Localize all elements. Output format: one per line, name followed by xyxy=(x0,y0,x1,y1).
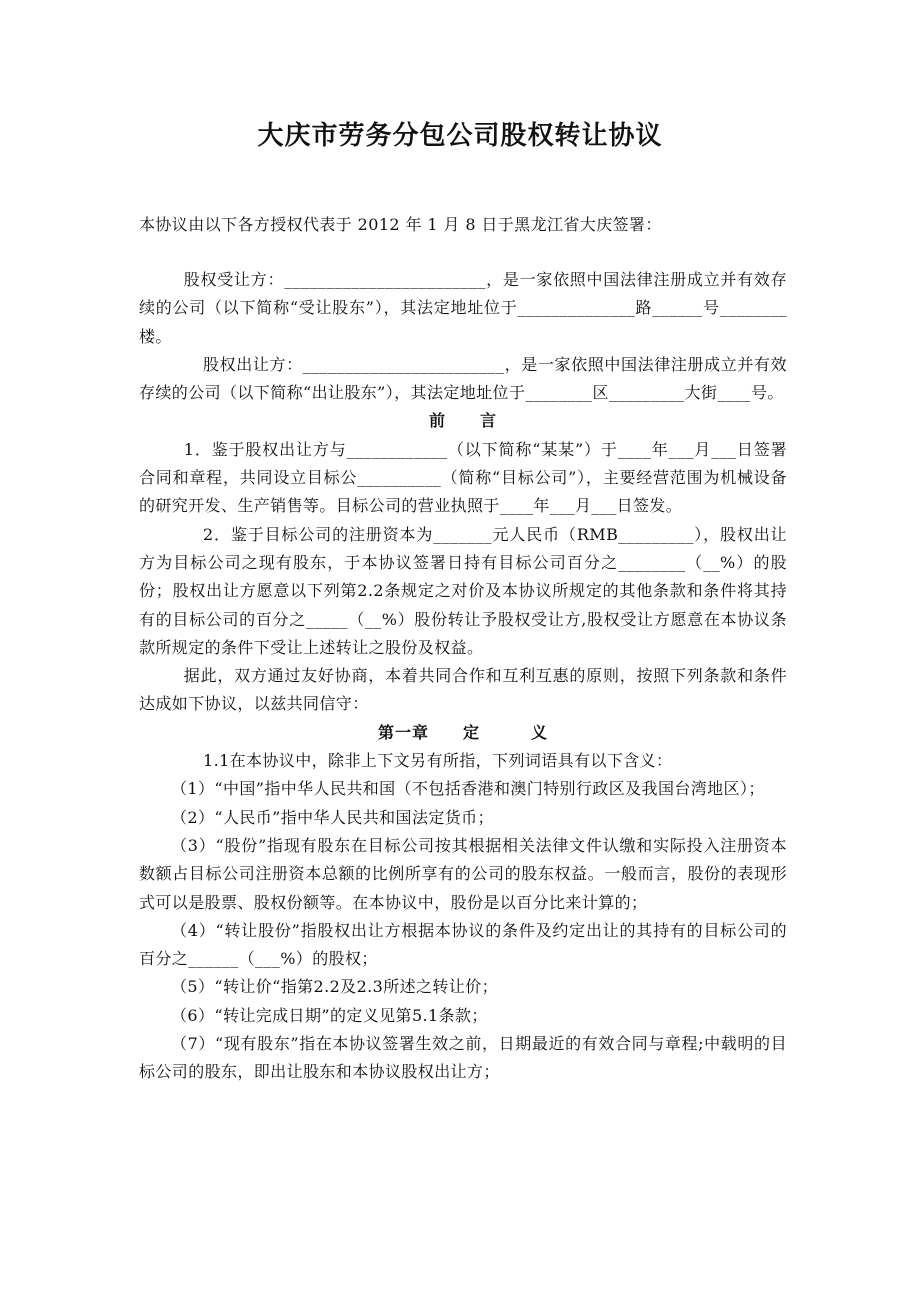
definition-4-paragraph: （4）“转让股份”指股权出让方根据本协议的条件及约定出让的其持有的目标公司的百分之______（___%）的股权； xyxy=(139,920,787,969)
main-text-block xyxy=(139,266,787,1087)
preface-heading: 前 言 xyxy=(428,411,497,431)
recital-2-paragraph: 2．鉴于目标公司的注册资本为_______元人民币（RMB_________），股权出让方为目标公司之现有股东，于本协议签署日持有目标公司百分之________（__%）的股份；股权出让方愿意以下列第2.2条规定之对价及本协议所规定的其他条款和条件将其持有的目标公司的百分之_____（__%）股份转让予股权受让方,股权受让方愿意在本协议条款所规定的条件下受让上述转让之股份及权益。 xyxy=(139,524,787,657)
document-title: 大庆市劳务分包公司股权转让协议 xyxy=(257,121,663,151)
transferee-paragraph: 股权受让方：________________________，是一家依照中国法律注册成立并有效存续的公司（以下简称“受让股东”），其法定地址位于______________路______号________楼。 xyxy=(139,270,787,346)
definition-2-paragraph: （2）“人民币”指中华人民共和国法定货币； xyxy=(171,807,494,827)
definition-3-paragraph: （3）“股份”指现有股东在目标公司按其根据相关法律文件认缴和实际投入注册资本数额占目标公司注册资本总额的比例所享有的公司的股东权益。一般而言，股份的表现形式可以是股票、股权份额等。在本协议中，股份是以百分比来计算的； xyxy=(139,835,787,912)
intro-paragraph: 本协议由以下各方授权代表于 2012 年 1 月 8 日于黑龙江省大庆签署： xyxy=(139,215,662,234)
intro-block xyxy=(139,211,787,239)
definition-5-paragraph: （5）“转让价“指第2.2及2.3所述之转让价； xyxy=(171,977,499,997)
definition-6-paragraph: （6）“转让完成日期”的定义见第5.1条款； xyxy=(171,1005,488,1025)
recital-1-paragraph: 1．鉴于股权出让方与____________（以下简称“某某”）于____年___月___日签署合同和章程，共同设立目标公__________（简称“目标公司”），主要经营范围为机械设备的研究开发、生产销售等。目标公司的营业执照于____年___月___日签发。 xyxy=(139,439,787,516)
clause-1-1-paragraph: 1.1在本协议中，除非上下文另有所指，下列词语具有以下含义： xyxy=(203,751,673,771)
accordingly-paragraph: 据此，双方通过友好协商，本着共同合作和互利互惠的原则，按照下列条款和条件达成如下协议，以兹共同信守： xyxy=(139,666,787,714)
transferor-paragraph: 股权出让方：________________________，是一家依照中国法律注册成立并有效存续的公司（以下简称“出让股东”），其法定地址位于________区_________大街____号。 xyxy=(139,354,787,403)
definition-1-paragraph: （1）“中国”指中华人民共和国（不包括香港和澳门特别行政区及我国台湾地区）； xyxy=(171,779,765,799)
definition-7-paragraph: （7）“现有股东”指在本协议签署生效之前，日期最近的有效合同与章程;中载明的目标公司的股东，即出让股东和本协议股权出让方； xyxy=(139,1034,787,1082)
chapter-1-heading: 第一章 定 义 xyxy=(377,722,548,742)
